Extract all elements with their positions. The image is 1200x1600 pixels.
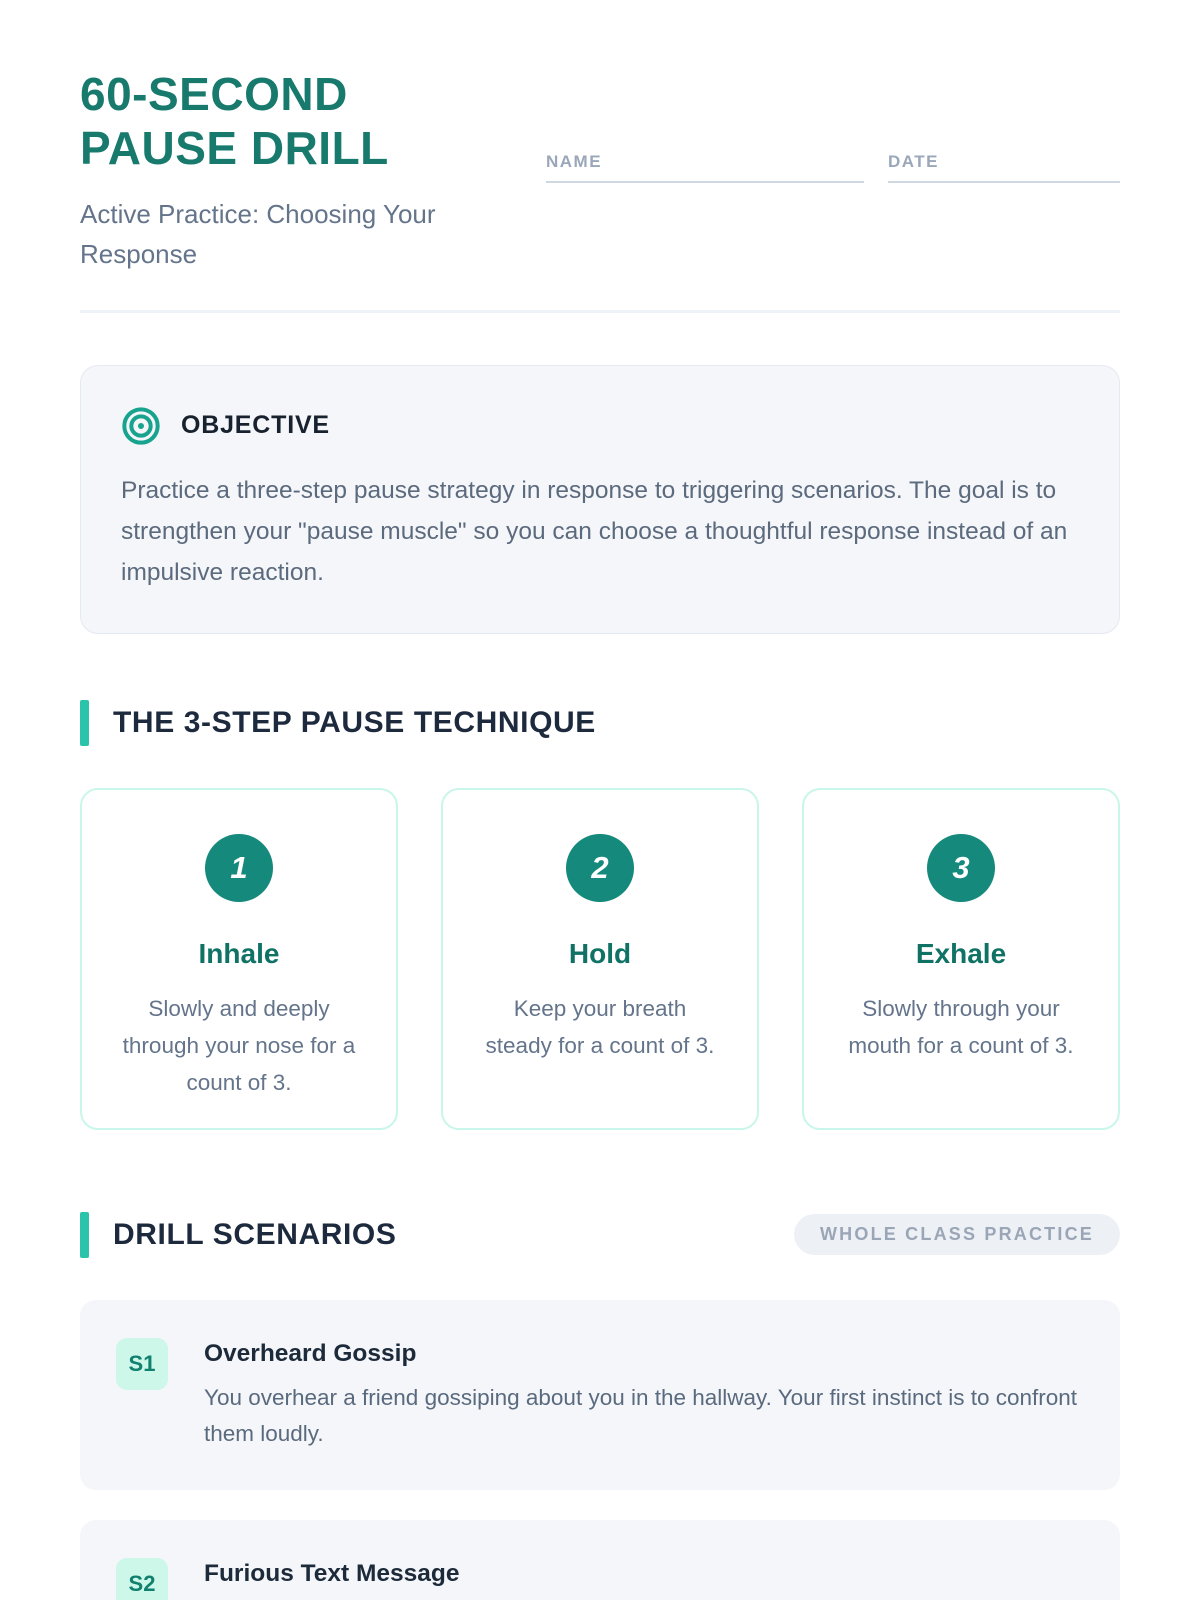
name-field (546, 152, 864, 183)
step-description: Slowly through your mouth for a count of 3. (848, 995, 1074, 1058)
page-title-line2: PAUSE DRILL (80, 121, 389, 174)
drill-section-heading (80, 1212, 1120, 1258)
step-number-badge: 2 (566, 834, 634, 902)
section-accent-bar (80, 1212, 89, 1258)
step-title: Inhale (198, 937, 280, 969)
scenario-card-overheard-gossip (80, 1300, 1120, 1490)
whole-class-practice-badge: WHOLE CLASS PRACTICE (794, 1214, 1120, 1255)
drill-scenarios-section (80, 1212, 1120, 1600)
page-subtitle: Active Practice: Choosing Your Response (80, 198, 436, 269)
date-field (888, 152, 1120, 183)
target-icon (121, 406, 161, 446)
scenario-content (204, 1558, 460, 1588)
scenario-id-badge: S2 (116, 1558, 168, 1600)
name-date-fields (546, 152, 1120, 183)
section-accent-bar (80, 700, 89, 746)
step-card-hold (441, 788, 759, 1130)
scenario-description: You overhear a friend gossiping about you in the hallway. Your first instinct is to confront them loudly. (204, 1384, 1078, 1446)
header-divider (80, 310, 1120, 313)
page-title (80, 68, 546, 176)
step-number-badge: 1 (205, 834, 273, 902)
technique-heading: THE 3-STEP PAUSE TECHNIQUE (113, 705, 596, 739)
header (80, 68, 1120, 274)
step-number-badge: 3 (927, 834, 995, 902)
step-description: Keep your breath steady for a count of 3. (485, 995, 715, 1058)
title-block (80, 68, 546, 274)
technique-section (80, 700, 1120, 1130)
scenario-content (204, 1338, 1084, 1452)
scenario-title: Furious Text Message (204, 1559, 460, 1587)
date-field-label: DATE (888, 152, 940, 171)
objective-heading: OBJECTIVE (181, 411, 330, 440)
page-title-line1: 60-SECOND (80, 68, 348, 120)
drill-heading-left (80, 1212, 396, 1258)
step-description: Slowly and deeply through your nose for a count of 3. (122, 995, 356, 1095)
scenario-card-furious-text-message (80, 1520, 1120, 1600)
objective-text: Practice a three-step pause strategy in response to triggering scenarios. The goal is to strengthen your "pause muscle" so you can choose a thoughtful response instead of an impulsive reaction. (121, 476, 1068, 586)
technique-steps (80, 788, 1120, 1130)
name-input-line[interactable] (546, 181, 864, 183)
drill-heading: DRILL SCENARIOS (113, 1217, 397, 1251)
step-card-exhale (802, 788, 1120, 1130)
date-input-line[interactable] (888, 181, 1120, 183)
objective-heading-row (121, 406, 1079, 446)
step-title: Hold (568, 937, 632, 969)
scenario-id-badge: S1 (116, 1338, 168, 1390)
scenario-title: Overheard Gossip (204, 1339, 417, 1367)
objective-panel (80, 365, 1120, 634)
technique-section-heading (80, 700, 1120, 746)
name-field-label: NAME (546, 152, 603, 171)
step-card-inhale (80, 788, 398, 1130)
step-title: Exhale (915, 937, 1007, 969)
